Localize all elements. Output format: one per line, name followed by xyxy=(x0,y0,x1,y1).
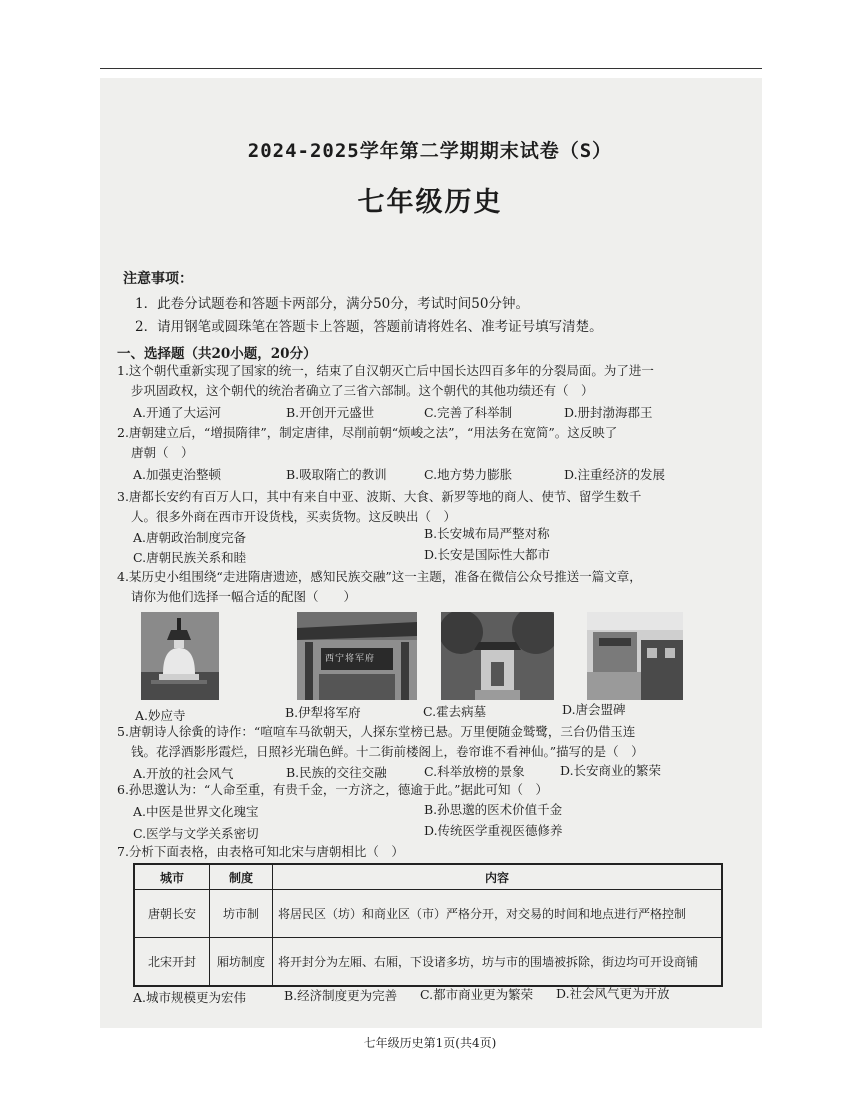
question-2-option-b: B.吸取隋亡的教训 xyxy=(286,467,387,482)
question-7-option-d: D.社会风气更为开放 xyxy=(556,986,670,1001)
top-rule xyxy=(100,68,762,69)
table-cell-system: 坊市制 xyxy=(210,890,273,938)
question-3-option-a: A.唐朝政治制度完备 xyxy=(133,530,247,545)
subject-title: 七年级历史 xyxy=(357,187,503,218)
question-5-option-c: C.科举放榜的景象 xyxy=(424,764,525,779)
table-row xyxy=(135,890,722,938)
question-2-option-c: C.地方势力膨胀 xyxy=(424,467,513,482)
table-cell-content: 将开封分为左厢、右厢，下设诸多坊，坊与市的围墙被拆除，街边均可开设商铺 xyxy=(273,938,722,986)
question-6-option-a: A.中医是世界文化瑰宝 xyxy=(133,804,259,819)
question-7-option-b: B.经济制度更为完善 xyxy=(284,988,398,1003)
question-3-option-d: D.长安是国际性大都市 xyxy=(424,547,551,562)
question-2-line-2: 唐朝（ ） xyxy=(131,445,194,460)
question-1-line-2: 步巩固政权，这个朝代的统治者确立了三省六部制。这个朝代的其他功绩还有（ ） xyxy=(131,383,594,398)
question-1-line-1: 1.这个朝代重新实现了国家的统一，结束了自汉朝灭亡后中国长达四百多年的分裂局面。为了进一 xyxy=(117,363,654,378)
question-2-line-1: 2.唐朝建立后，“增损隋律”，制定唐律，尽削前朝“烦峻之法”，“用法务在宽简”。这反映了 xyxy=(117,425,618,440)
question-5-option-d: D.长安商业的繁荣 xyxy=(560,763,662,778)
picture-sign: 西宁将军府 xyxy=(325,654,376,664)
question-6-line-1: 6.孙思邈认为：“人命至重，有贵千金，一方济之，德逾于此。”据此可知（ ） xyxy=(117,782,548,797)
picture-miaoying-temple xyxy=(141,612,219,700)
question-5-option-b: B.民族的交往交融 xyxy=(286,765,387,780)
question-1-option-d: D.册封渤海郡王 xyxy=(564,405,653,420)
question-4-option-c: C.霍去病墓 xyxy=(423,704,487,719)
question-3-line-2: 人。很多外商在西市开设货栈，买卖货物。这反映出（ ） xyxy=(131,509,457,524)
question-7-option-c: C.都市商业更为繁荣 xyxy=(420,987,534,1002)
question-6-option-b: B.孙思邈的医术价值千金 xyxy=(424,802,563,817)
question-6-option-c: C.医学与文学关系密切 xyxy=(133,826,259,841)
question-4-option-a: A.妙应寺 xyxy=(135,708,186,723)
table-row xyxy=(135,938,722,986)
question-5-line-2: 钱。花浮酒影彤霞烂，日照衫光瑞色鲜。十二街前楼阁上，卷帘谁不看神仙。”描写的是（ ） xyxy=(131,744,644,759)
question-1-option-a: A.开通了大运河 xyxy=(133,405,222,420)
question-6-option-d: D.传统医学重视医德修养 xyxy=(424,823,563,838)
question-3-option-b: B.长安城布局严整对称 xyxy=(424,526,550,541)
question-1-option-c: C.完善了科举制 xyxy=(424,405,513,420)
picture-huo-qubing-tomb xyxy=(441,612,554,700)
question-4-line-1: 4.某历史小组围绕“走进隋唐遗迹，感知民族交融”这一主题，准备在微信公众号推送一篇文章， xyxy=(117,569,642,584)
question-2-option-d: D.注重经济的发展 xyxy=(564,467,666,482)
picture-yili-general-mansion xyxy=(297,612,417,700)
question-5-option-a: A.开放的社会风气 xyxy=(133,766,234,781)
table-header-row xyxy=(135,865,722,890)
question-3-line-1: 3.唐都长安约有百万人口，其中有来自中亚、波斯、大食、新罗等地的商人、使节、留学生数千 xyxy=(117,489,642,504)
table-header-system: 制度 xyxy=(210,865,273,890)
comparison-table xyxy=(133,863,723,987)
section-heading: 一、选择题（共20小题，20分） xyxy=(117,346,317,362)
notice-item: 2．请用钢笔或圆珠笔在答题卡上答题，答题前请将姓名、准考证号填写清楚。 xyxy=(135,319,603,335)
table-cell-system: 厢坊制度 xyxy=(210,938,273,986)
question-3-option-c: C.唐朝民族关系和睦 xyxy=(133,550,247,565)
question-1-option-b: B.开创开元盛世 xyxy=(286,405,375,420)
notice-heading: 注意事项： xyxy=(123,271,193,287)
table-header-content: 内容 xyxy=(273,865,722,890)
exam-title: 2024-2025学年第二学期期末试卷（S） xyxy=(247,140,613,162)
table-cell-city: 唐朝长安 xyxy=(135,890,210,938)
picture-tang-alliance-stele xyxy=(587,612,683,700)
question-7-option-a: A.城市规模更为宏伟 xyxy=(133,990,247,1005)
table-cell-content: 将居民区（坊）和商业区（市）严格分开，对交易的时间和地点进行严格控制 xyxy=(273,890,722,938)
question-2-option-a: A.加强吏治整顿 xyxy=(133,467,222,482)
page-footer: 七年级历史第1页(共4页) xyxy=(363,1036,497,1050)
table-cell-city: 北宋开封 xyxy=(135,938,210,986)
table-header-city: 城市 xyxy=(135,865,210,890)
notice-item: 1．此卷分试题卷和答题卡两部分，满分50分，考试时间50分钟。 xyxy=(135,296,529,312)
question-5-line-1: 5.唐朝诗人徐夤的诗作：“喧喧车马欲朝天，人探东堂榜已悬。万里便随金鹫鹭，三台仍借玉连 xyxy=(117,724,636,739)
question-7-line-1: 7.分析下面表格，由表格可知北宋与唐朝相比（ ） xyxy=(117,844,404,859)
question-4-line-2: 请你为他们选择一幅合适的配图（ ） xyxy=(131,589,357,604)
question-4-option-d: D.唐会盟碑 xyxy=(562,702,626,717)
question-4-option-b: B.伊犁将军府 xyxy=(285,705,361,720)
